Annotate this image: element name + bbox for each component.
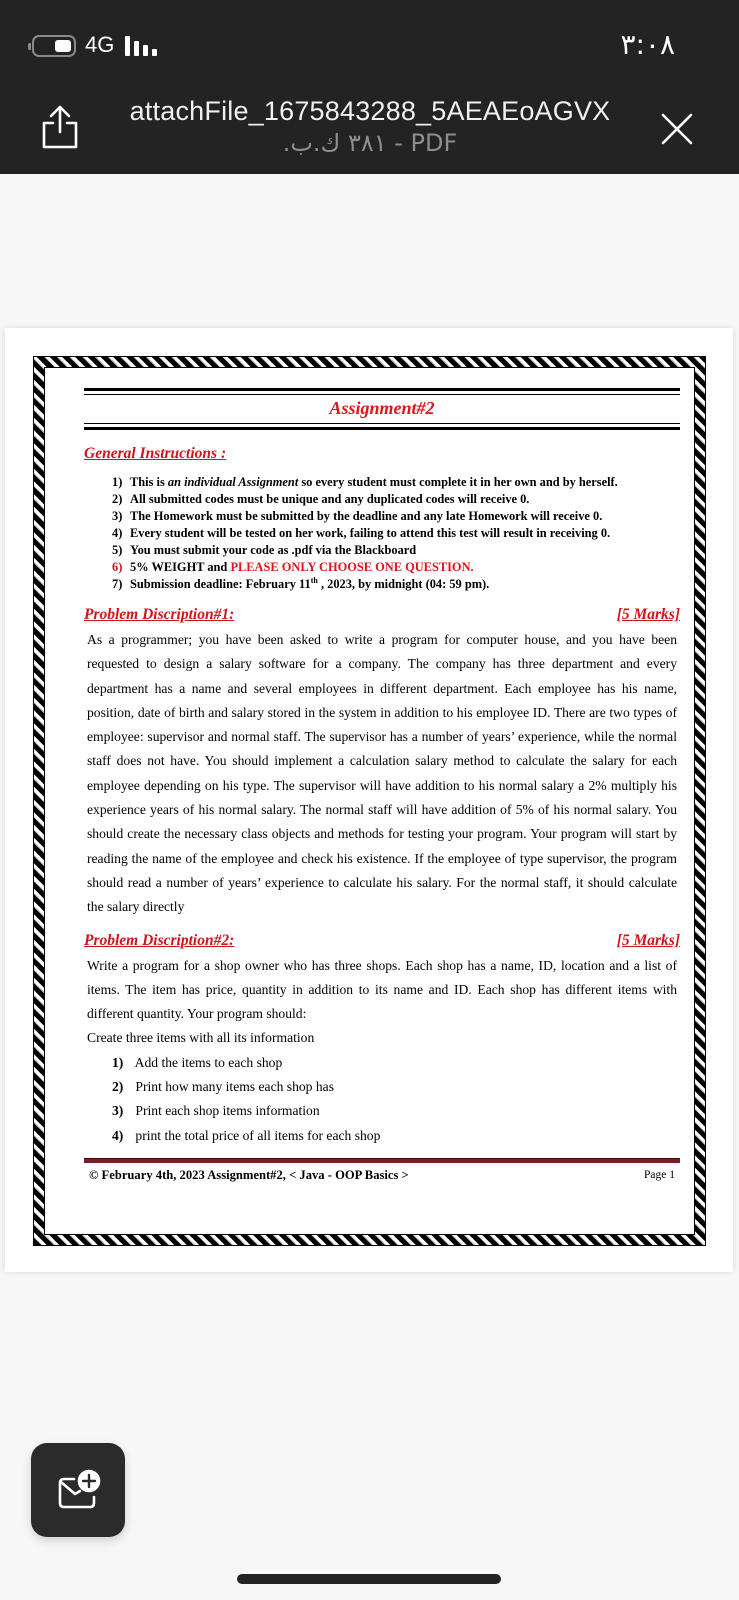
network-type: 4G [85, 32, 115, 57]
title-rule-top [84, 388, 680, 395]
problem2-marks: [5 Marks] [616, 931, 680, 949]
signal-bars-icon [125, 36, 161, 56]
problem2-heading: Problem Discription#2: [5 Marks] [84, 931, 680, 949]
task-item: 4) print the total price of all items for each shop [112, 1127, 381, 1143]
instruction-item: 3) The Homework must be submitted by the deadline and any late Homework will receive 0. [112, 509, 603, 523]
problem2-body: Write a program for a shop owner who has three shops. Each shop has a name, ID, location and a list of items. The item has price, quantity in addition to its name and ID. Each shop has different items with different quantity. Your program should: [87, 957, 677, 1022]
instruction-item: 2) All submitted codes must be unique and any duplicated codes will receive 0. [112, 492, 530, 506]
document-content [84, 388, 680, 1186]
close-icon [660, 112, 694, 146]
instruction-item: 4) Every student will be tested on her work, failing to attend this test will result in receiving 0. [112, 526, 611, 540]
top-bar [0, 0, 739, 174]
document-title: Assignment#2 [329, 398, 435, 418]
title-rule-bottom [84, 423, 680, 430]
problem2-intro: Create three items with all its information [87, 1030, 315, 1046]
choose-one-warning: PLEASE ONLY CHOOSE ONE QUESTION. [230, 560, 474, 574]
problem1-heading: Problem Discription#1: [5 Marks] [84, 606, 680, 623]
status-bar [0, 0, 739, 90]
pdf-page[interactable] [5, 328, 733, 1272]
share-button[interactable] [40, 104, 80, 150]
general-instructions-heading: General Instructions : [84, 445, 227, 462]
problem1-marks: [5 Marks] [616, 606, 680, 623]
instructions-list [84, 474, 680, 593]
task-item: 1) Add the items to each shop [112, 1054, 283, 1070]
footer-rule [84, 1158, 680, 1163]
file-name: attachFile_1675843288_5AEAEoAGVX [129, 96, 611, 126]
instruction-item: 6) 5% WEIGHT and PLEASE ONLY CHOOSE ONE QUESTION. [112, 560, 474, 574]
decorative-page-border [34, 357, 705, 1245]
page-number: Page 1 [644, 1168, 675, 1181]
compose-mail-button[interactable] [31, 1443, 125, 1537]
instruction-item: 5) You must submit your code as .pdf via the Blackboard [112, 543, 417, 557]
problem2-task-list [84, 1051, 680, 1148]
instruction-item: 1) This is an individual Assignment so every student must complete it in her own and by herself. [112, 475, 618, 489]
page-footer [84, 1164, 680, 1186]
share-icon [40, 104, 80, 150]
clock: ٣:٠٨ [620, 28, 675, 61]
task-item: 2) Print how many items each shop has [112, 1079, 334, 1095]
compose-mail-plus-icon [56, 1467, 102, 1513]
instruction-item: 7) Submission deadline: February 11th , 2023, by midnight (04: 59 pm). [112, 575, 490, 591]
battery-icon [32, 35, 76, 57]
file-info: PDF - ٣٨١ ك.ب. [282, 129, 458, 157]
home-indicator[interactable] [237, 1574, 501, 1584]
close-button[interactable] [660, 112, 694, 146]
footer-copyright: © February 4th, 2023 Assignment#2, < Java - OOP Basics > [89, 1167, 409, 1182]
task-item: 3) Print each shop items information [112, 1103, 320, 1119]
file-title-block [100, 96, 640, 157]
problem1-body: As a programmer; you have been asked to write a program for computer house, and you have been requested to design a salary software for a company. The company has three department and every department has a name and several employees in different department. Each employee has his name, position, date of birth and salary stored in the system in addition to his employee ID. There are two types of employee: supervisor and normal staff. The supervisor has a number of years’ experience, while the normal staff does not have. You should implement a calculation salary method to calculate the salary for each employee depending on his type. The supervisor will have addition to his normal salary a 2% multiply his experience years of his normal salary. The normal staff will have addition of 5% of his normal salary. You should create the necessary class objects and methods for testing your program. Your program will start by reading the name of the employee and check his existence. If the employee of type supervisor, the program should read a number of years’ experience to calculate his salary. For the normal staff, it should calculate the salary directly [87, 632, 677, 915]
